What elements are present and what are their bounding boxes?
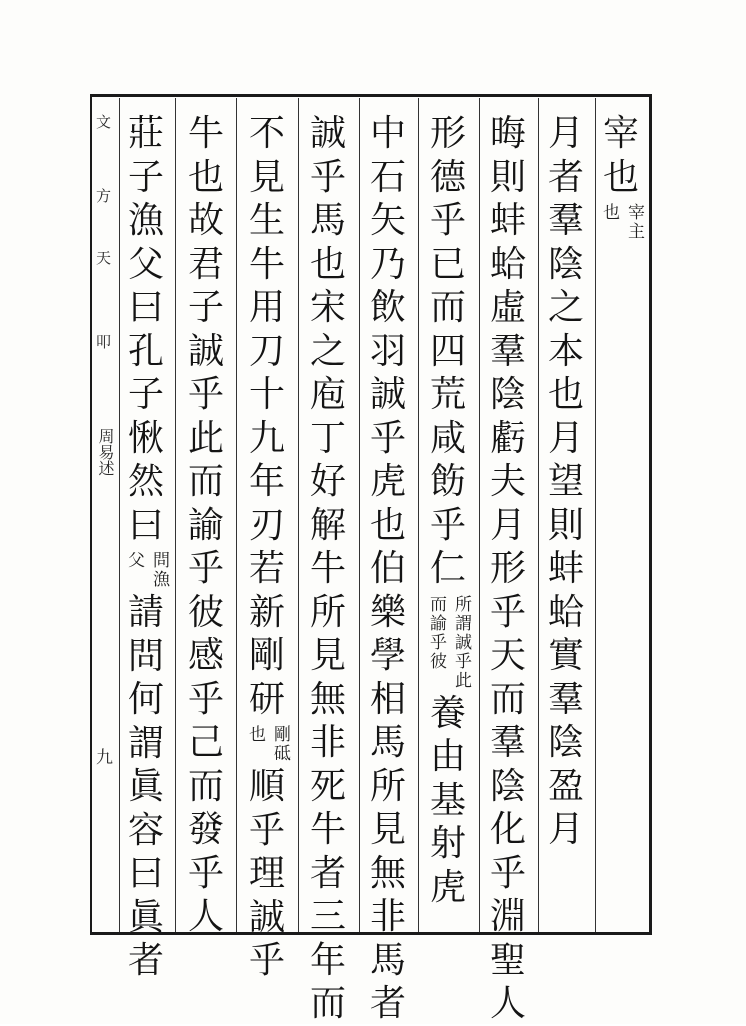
main-text-char: 宋 <box>309 287 346 328</box>
main-text-char: 三 <box>309 896 346 937</box>
main-text-char: 化 <box>489 809 526 850</box>
main-text-char: 月 <box>547 113 584 154</box>
main-text-char: 基 <box>429 779 466 821</box>
main-text-char: 刃 <box>248 504 285 546</box>
main-text-char: 刀 <box>248 330 285 372</box>
main-text-char: 者 <box>369 983 406 1024</box>
note-line: 宰主 <box>624 203 644 241</box>
interlinear-note <box>236 725 299 763</box>
column-rule <box>359 98 360 932</box>
main-text-char: 故 <box>187 200 224 241</box>
main-text-char: 聖 <box>489 939 526 981</box>
text-column <box>366 112 410 1026</box>
note-line: 剛砥 <box>270 725 290 763</box>
text-column <box>544 112 588 852</box>
main-text-char: 咸 <box>429 417 466 459</box>
main-text-char: 盈 <box>547 765 584 807</box>
main-text-char: 子 <box>127 374 164 415</box>
main-text-char: 荒 <box>429 374 466 415</box>
main-text-char: 乃 <box>369 243 406 285</box>
main-text-char: 望 <box>547 461 584 502</box>
main-text-char: 諭 <box>187 504 224 546</box>
main-text-char: 馬 <box>369 939 406 981</box>
main-text-char: 羽 <box>369 330 406 372</box>
main-text-char: 乎 <box>429 504 466 546</box>
main-text-char: 本 <box>547 330 584 372</box>
main-text-char: 何 <box>127 679 164 720</box>
main-text-char: 虎 <box>429 866 466 908</box>
note-line: 所謂誠乎此 <box>451 594 471 690</box>
main-text-char: 理 <box>248 853 285 894</box>
main-text-char: 飲 <box>369 287 406 328</box>
main-text-char: 見 <box>248 156 285 198</box>
main-text-char: 誠 <box>187 330 224 372</box>
main-text-char: 乎 <box>248 940 285 981</box>
text-column <box>245 112 289 983</box>
main-text-char: 曰 <box>127 504 164 546</box>
main-text-char: 飭 <box>429 461 466 502</box>
main-text-char: 請 <box>127 592 164 633</box>
main-text-char: 乎 <box>248 809 285 851</box>
main-text-char: 無 <box>309 678 346 720</box>
main-text-char: 天 <box>489 635 526 676</box>
main-text-char: 誠 <box>248 896 285 938</box>
main-text-char: 蛤 <box>489 243 526 285</box>
main-text-char: 見 <box>369 809 406 850</box>
main-text-char: 也 <box>187 156 224 198</box>
text-column <box>426 112 470 909</box>
main-text-char: 非 <box>369 896 406 937</box>
note-line: 也 <box>599 203 619 222</box>
main-text-char: 月 <box>547 417 584 459</box>
edge-fragment: 天 <box>96 249 112 267</box>
main-text-char: 馬 <box>309 200 346 241</box>
main-text-char: 乎 <box>187 852 224 894</box>
main-text-char: 而 <box>309 983 346 1024</box>
main-text-char: 牛 <box>248 243 285 285</box>
column-rule <box>236 98 237 932</box>
main-text-char: 羣 <box>547 200 584 241</box>
text-column <box>599 112 643 243</box>
main-text-char: 也 <box>602 156 639 198</box>
main-text-char: 愀 <box>127 417 164 459</box>
main-text-char: 虧 <box>489 417 526 459</box>
main-text-char: 謂 <box>127 722 164 764</box>
main-text-char: 仁 <box>429 548 466 589</box>
main-text-char: 晦 <box>489 113 526 154</box>
main-text-char: 容 <box>127 809 164 851</box>
note-line: 而諭乎彼 <box>426 594 446 671</box>
main-text-char: 牛 <box>187 113 224 154</box>
main-text-char: 者 <box>547 156 584 198</box>
interlinear-note <box>115 551 178 589</box>
chapter-title: 周易述 <box>96 428 115 476</box>
text-column <box>306 112 350 1026</box>
main-text-char: 牛 <box>309 809 346 850</box>
main-text-char: 由 <box>429 736 466 777</box>
main-text-char: 矢 <box>369 200 406 241</box>
main-text-char: 曰 <box>127 853 164 894</box>
main-text-char: 者 <box>127 940 164 981</box>
main-text-char: 樂 <box>369 591 406 633</box>
main-text-char: 不 <box>248 113 285 154</box>
main-text-char: 丁 <box>309 417 346 459</box>
column-rule <box>538 98 539 932</box>
main-text-char: 子 <box>127 156 164 198</box>
main-text-char: 則 <box>489 156 526 198</box>
main-text-char: 君 <box>187 243 224 285</box>
main-text-char: 無 <box>369 852 406 894</box>
main-text-char: 順 <box>248 766 285 807</box>
main-text-char: 虎 <box>369 461 406 502</box>
main-text-char: 九 <box>248 417 285 459</box>
page-number: 九 <box>96 748 113 768</box>
main-text-char: 好 <box>309 461 346 502</box>
main-text-char: 問 <box>127 635 164 677</box>
main-text-char: 羣 <box>489 722 526 763</box>
main-text-char: 已 <box>429 243 466 285</box>
main-text-char: 漁 <box>127 200 164 241</box>
main-text-char: 人 <box>489 983 526 1024</box>
frame-left-border <box>90 94 92 935</box>
main-text-char: 而 <box>187 765 224 807</box>
main-text-char: 誠 <box>369 374 406 415</box>
main-text-char: 而 <box>429 287 466 328</box>
main-text-char: 夫 <box>489 461 526 502</box>
note-line: 問漁 <box>149 551 169 589</box>
main-text-char: 此 <box>187 417 224 459</box>
main-text-char: 乎 <box>489 591 526 633</box>
edge-fragment: 文 <box>96 113 112 131</box>
main-text-char: 之 <box>309 330 346 372</box>
main-text-char: 新 <box>248 591 285 633</box>
main-text-char: 人 <box>187 896 224 937</box>
main-text-char: 月 <box>547 809 584 850</box>
main-text-char: 孔 <box>127 330 164 372</box>
column-rule <box>418 98 419 932</box>
column-rule <box>298 98 299 932</box>
main-text-char: 相 <box>369 678 406 720</box>
main-text-char: 四 <box>429 330 466 372</box>
main-text-char: 見 <box>309 635 346 676</box>
main-text-char: 形 <box>489 548 526 589</box>
main-text-char: 則 <box>547 504 584 546</box>
main-text-char: 子 <box>187 287 224 328</box>
main-text-char: 非 <box>309 722 346 763</box>
column-rule <box>175 98 176 932</box>
main-text-char: 然 <box>127 461 164 502</box>
main-text-char: 庖 <box>309 374 346 415</box>
main-text-char: 所 <box>309 591 346 633</box>
main-text-char: 己 <box>187 722 224 763</box>
main-text-char: 父 <box>127 243 164 285</box>
main-text-char: 乎 <box>429 200 466 241</box>
main-text-char: 十 <box>248 374 285 415</box>
main-text-char: 虛 <box>489 287 526 328</box>
main-text-char: 羣 <box>547 678 584 720</box>
main-text-char: 淵 <box>489 896 526 937</box>
note-line: 父 <box>124 551 144 570</box>
column-rule <box>119 98 120 932</box>
main-text-char: 伯 <box>369 548 406 589</box>
main-text-char: 感 <box>187 635 224 676</box>
main-text-char: 石 <box>369 156 406 198</box>
main-text-char: 誠 <box>309 113 346 154</box>
main-text-char: 月 <box>489 504 526 546</box>
note-line: 也 <box>245 725 265 744</box>
main-text-char: 乎 <box>187 374 224 415</box>
main-text-char: 中 <box>369 113 406 154</box>
margin-strip <box>96 110 114 900</box>
main-text-char: 而 <box>489 678 526 720</box>
main-text-char: 乎 <box>489 852 526 894</box>
main-text-char: 宰 <box>602 113 639 154</box>
interlinear-note <box>590 203 653 241</box>
main-text-char: 也 <box>547 374 584 415</box>
frame-top-border <box>90 94 652 97</box>
main-text-char: 乎 <box>369 417 406 459</box>
main-text-char: 馬 <box>369 722 406 763</box>
main-text-char: 乎 <box>187 548 224 589</box>
column-rule <box>479 98 480 932</box>
main-text-char: 死 <box>309 765 346 807</box>
main-text-char: 發 <box>187 809 224 850</box>
text-column <box>124 112 168 983</box>
main-text-char: 眞 <box>127 766 164 807</box>
main-text-char: 牛 <box>309 548 346 589</box>
main-text-char: 年 <box>248 461 285 502</box>
main-text-char: 所 <box>369 765 406 807</box>
main-text-char: 用 <box>248 287 285 328</box>
main-text-char: 曰 <box>127 287 164 328</box>
main-text-char: 蚌 <box>489 200 526 241</box>
main-text-char: 年 <box>309 939 346 981</box>
main-text-char: 羣 <box>489 330 526 372</box>
main-text-char: 學 <box>369 635 406 676</box>
main-text-char: 解 <box>309 504 346 546</box>
main-text-char: 乎 <box>187 678 224 720</box>
main-text-char: 養 <box>429 692 466 734</box>
main-text-char: 生 <box>248 200 285 241</box>
text-column <box>486 112 530 1026</box>
main-text-char: 陰 <box>547 722 584 763</box>
main-text-char: 陰 <box>489 374 526 415</box>
main-text-char: 也 <box>309 243 346 285</box>
main-text-char: 蚌 <box>547 548 584 589</box>
edge-fragment: 叩 <box>96 333 112 351</box>
edge-fragment: 方 <box>96 187 112 205</box>
main-text-char: 也 <box>369 504 406 546</box>
main-text-char: 蛤 <box>547 591 584 633</box>
main-text-char: 者 <box>309 852 346 894</box>
main-text-char: 陰 <box>547 243 584 285</box>
main-text-char: 若 <box>248 548 285 589</box>
main-text-char: 而 <box>187 461 224 502</box>
main-text-char: 之 <box>547 287 584 328</box>
main-text-char: 德 <box>429 156 466 198</box>
main-text-char: 射 <box>429 823 466 864</box>
text-column <box>184 112 228 939</box>
main-text-char: 彼 <box>187 591 224 633</box>
main-text-char: 乎 <box>309 156 346 198</box>
main-text-char: 研 <box>248 678 285 720</box>
main-text-char: 剛 <box>248 635 285 676</box>
main-text-char: 形 <box>429 113 466 154</box>
main-text-char: 莊 <box>127 113 164 154</box>
main-text-char: 眞 <box>127 896 164 938</box>
main-text-char: 陰 <box>489 765 526 807</box>
main-text-char: 實 <box>547 635 584 676</box>
